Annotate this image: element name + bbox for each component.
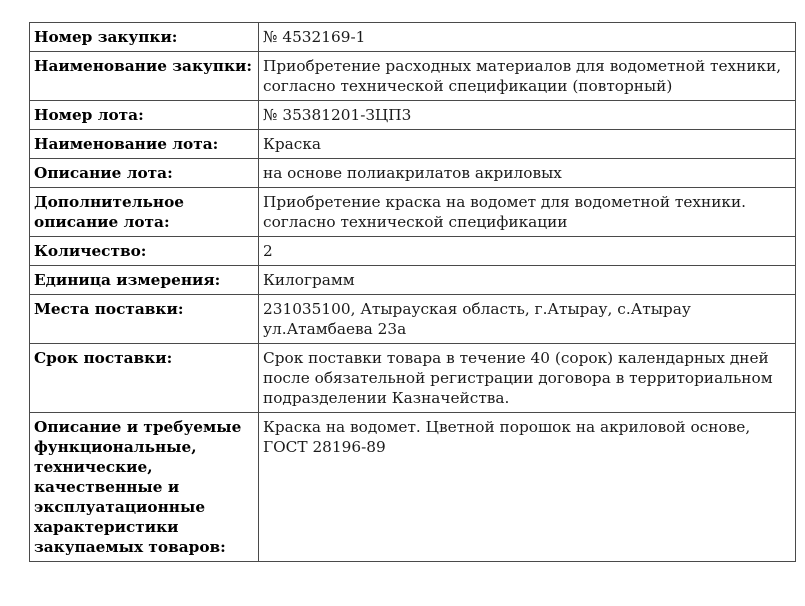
- field-value: Краска: [259, 130, 796, 159]
- table-row: [30, 413, 796, 562]
- table-row: [30, 101, 796, 130]
- table-row: [30, 188, 796, 237]
- field-value: Срок поставки товара в течение 40 (сорок) календарных дней после обязательной регистрации договора в территориальном подразделении Казначейства.: [259, 344, 796, 413]
- field-value: 2: [259, 237, 796, 266]
- field-value: Приобретение расходных материалов для водометной техники, согласно технической спецификации (повторный): [259, 52, 796, 101]
- field-value: 231035100, Атырауская область, г.Атырау, с.Атырау ул.Атамбаева 23а: [259, 295, 796, 344]
- field-label: Номер лота:: [30, 101, 259, 130]
- field-value: Килограмм: [259, 266, 796, 295]
- field-label: Единица измерения:: [30, 266, 259, 295]
- table-row: [30, 344, 796, 413]
- field-label: Наименование лота:: [30, 130, 259, 159]
- field-value: Приобретение краска на водомет для водометной техники. согласно технической спецификации: [259, 188, 796, 237]
- table-row: [30, 130, 796, 159]
- field-label: Номер закупки:: [30, 23, 259, 52]
- field-value: № 4532169-1: [259, 23, 796, 52]
- table-row: [30, 23, 796, 52]
- field-label: Дополнительное описание лота:: [30, 188, 259, 237]
- field-label: Срок поставки:: [30, 344, 259, 413]
- procurement-details-table: [29, 22, 796, 562]
- field-value: № 35381201-ЗЦП3: [259, 101, 796, 130]
- table-row: [30, 237, 796, 266]
- field-value: Краска на водомет. Цветной порошок на акриловой основе, ГОСТ 28196-89: [259, 413, 796, 562]
- table-row: [30, 52, 796, 101]
- field-label: Количество:: [30, 237, 259, 266]
- field-label: Наименование закупки:: [30, 52, 259, 101]
- table-row: [30, 295, 796, 344]
- field-label: Описание и требуемые функциональные, технические, качественные и эксплуатационные характеристики закупаемых товаров:: [30, 413, 259, 562]
- field-label: Места поставки:: [30, 295, 259, 344]
- field-value: на основе полиакрилатов акриловых: [259, 159, 796, 188]
- field-label: Описание лота:: [30, 159, 259, 188]
- table-row: [30, 159, 796, 188]
- table-row: [30, 266, 796, 295]
